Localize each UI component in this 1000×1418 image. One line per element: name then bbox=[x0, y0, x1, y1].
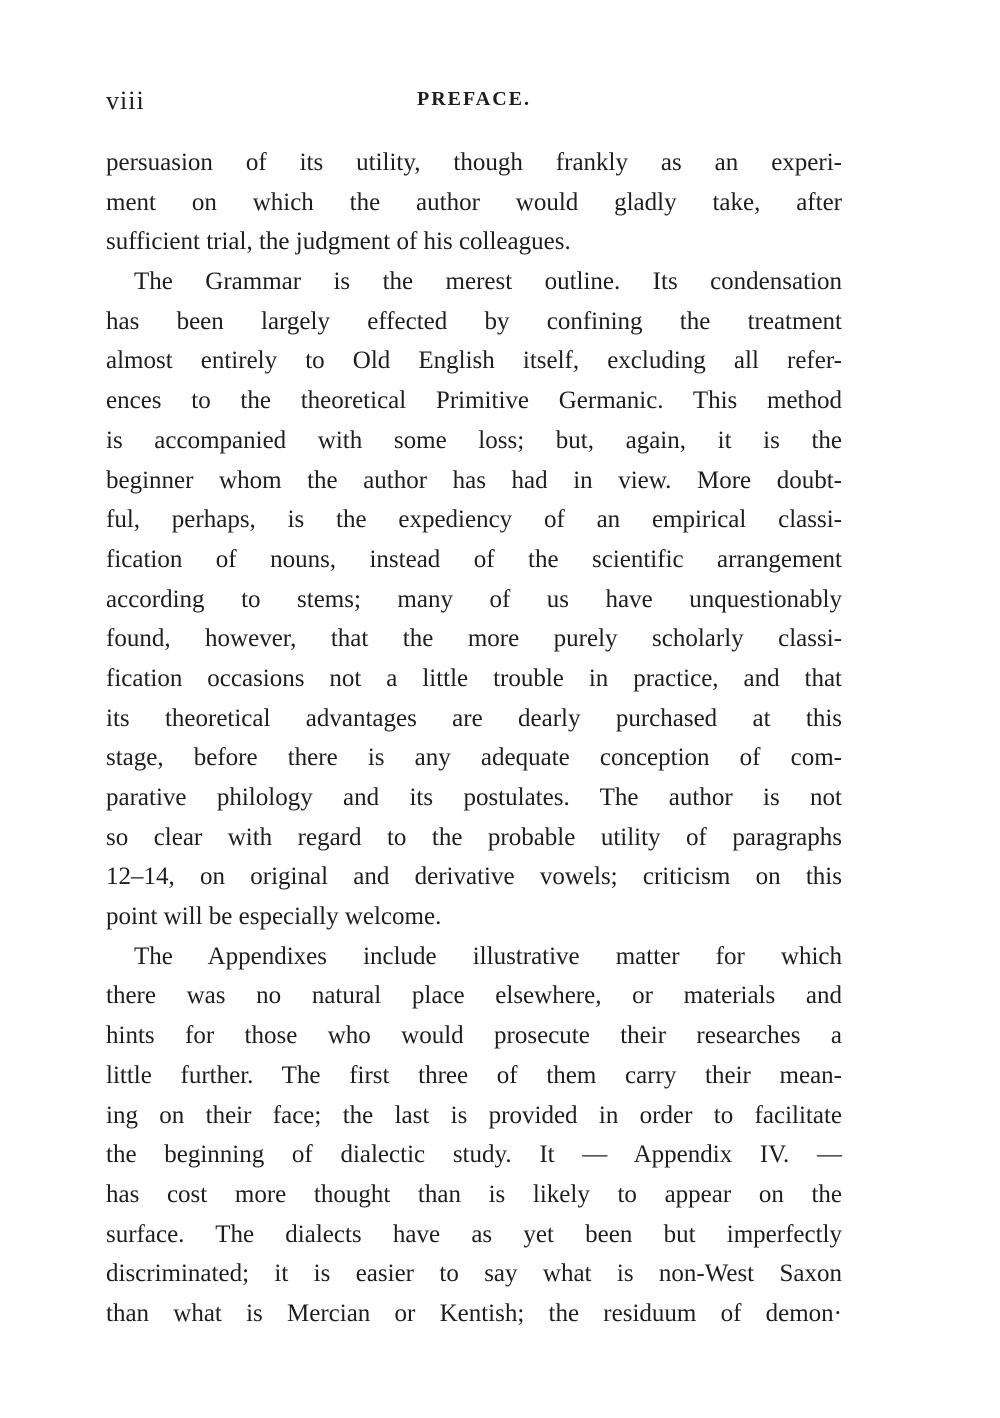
running-head-title: PREFACE. bbox=[417, 88, 531, 110]
text-line: ment on which the author would gladly take, after bbox=[106, 188, 842, 216]
text-line: surface. The dialects have as yet been but imperfectly bbox=[106, 1220, 842, 1248]
paragraph-3 bbox=[106, 937, 842, 1334]
running-head bbox=[106, 86, 842, 120]
text-line: has been largely effected by confining the treatment bbox=[106, 307, 842, 335]
text-line: its theoretical advantages are dearly purchased at this bbox=[106, 704, 842, 732]
text-line: ences to the theoretical Primitive Germanic. This method bbox=[106, 387, 842, 415]
text-line: The Appendixes include illustrative matter for which bbox=[134, 942, 842, 970]
text-line: ing on their face; the last is provided in order to facilitate bbox=[106, 1101, 842, 1129]
text-line: stage, before there is any adequate conception of com- bbox=[106, 744, 842, 772]
page-number: viii bbox=[106, 86, 145, 115]
text-line: almost entirely to Old English itself, excluding all refer- bbox=[106, 347, 842, 375]
text-line: hints for those who would prosecute their researches a bbox=[106, 1022, 842, 1050]
text-line: is accompanied with some loss; but, again, it is the bbox=[106, 426, 842, 454]
text-line: beginner whom the author has had in view. More doubt- bbox=[106, 466, 842, 494]
text-line: 12–14, on original and derivative vowels; criticism on this bbox=[106, 863, 842, 891]
text-line: ful, perhaps, is the expediency of an empirical classi- bbox=[106, 506, 842, 534]
text-line: sufficient trial, the judgment of his colleagues. bbox=[106, 228, 571, 256]
text-line: The Grammar is the merest outline. Its condensation bbox=[134, 268, 842, 296]
text-line: the beginning of dialectic study. It — Appendix IV. — bbox=[106, 1141, 842, 1169]
text-line: so clear with regard to the probable utility of paragraphs bbox=[106, 823, 842, 851]
body-text bbox=[106, 143, 842, 1334]
text-line: little further. The first three of them carry their mean- bbox=[106, 1061, 842, 1089]
text-line: has cost more thought than is likely to appear on the bbox=[106, 1180, 842, 1208]
text-line: there was no natural place elsewhere, or materials and bbox=[106, 982, 842, 1010]
text-line: fication of nouns, instead of the scientific arrangement bbox=[106, 545, 842, 573]
text-line: persuasion of its utility, though frankly as an experi- bbox=[106, 149, 842, 176]
text-line: found, however, that the more purely scholarly classi- bbox=[106, 625, 842, 653]
text-line: according to stems; many of us have unquestionably bbox=[106, 585, 842, 613]
paragraph-1 bbox=[106, 143, 842, 262]
text-line: than what is Mercian or Kentish; the residuum of demon· bbox=[106, 1299, 842, 1327]
text-line: parative philology and its postulates. The author is not bbox=[106, 784, 842, 811]
text-line: point will be especially welcome. bbox=[106, 903, 442, 931]
text-line: discriminated; it is easier to say what is non-West Saxon bbox=[106, 1260, 842, 1288]
paragraph-2 bbox=[106, 262, 842, 937]
text-line: fication occasions not a little trouble in practice, and that bbox=[106, 664, 842, 692]
